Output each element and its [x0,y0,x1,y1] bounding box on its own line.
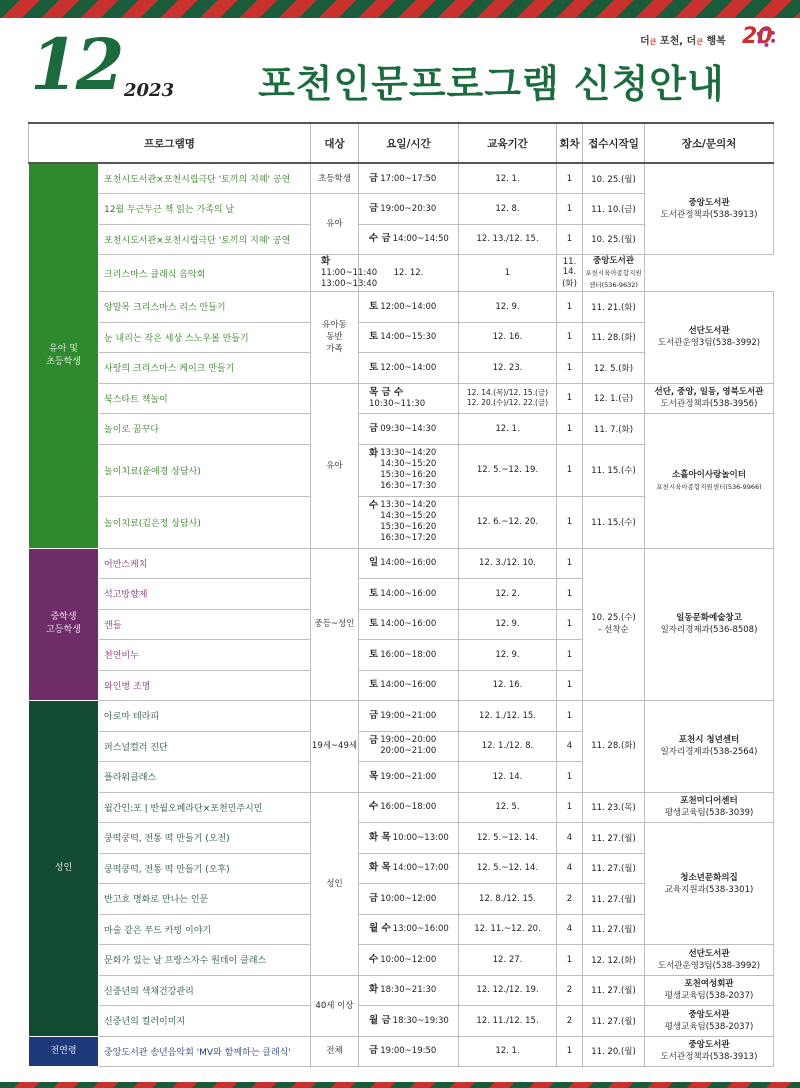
period-cell: 12. 9. [459,609,557,640]
period-cell: 12. 23. [459,353,557,384]
table-row [29,975,774,1006]
weekday: 토 [369,300,379,312]
period-cell: 12. 12. [359,255,459,292]
table-row [29,792,774,823]
day-time-cell [359,1006,459,1037]
period-cell: 12. 12./12. 19. [459,975,557,1006]
day-time-cell [359,945,459,976]
rounds-cell: 2 [557,884,583,915]
rounds-cell: 1 [557,224,583,255]
program-name: 천연비누 [99,640,311,671]
rounds-cell: 1 [557,292,583,323]
period-cell: 12. 5. [459,792,557,823]
period-cell: 12. 1./12. 8. [459,731,557,762]
place-contact: 일자리경제과(538-2564) [660,747,758,758]
weekday: 화 목 [369,831,391,843]
col-header: 요일/시간 [359,123,459,163]
rounds-cell: 1 [459,255,557,292]
start-date-cell: 10. 25.(월) [583,163,645,194]
period-cell: 12. 14. [459,762,557,793]
start-date-cell: 10. 25.(월) [583,224,645,255]
time-range: 14:00~17:00 [392,863,449,874]
place-contact: 도서관정책과(538-3913) [660,210,758,220]
rounds-cell: 4 [557,853,583,884]
place-cell [583,255,645,292]
rounds-cell: 1 [557,322,583,353]
period-cell: 12. 2. [459,579,557,610]
weekday: 수 [369,500,379,511]
day-time-cell [359,579,459,610]
col-header: 프로그램명 [29,123,311,163]
table-row [29,163,774,194]
page-title: 포천인문프로그램 신청안내 [258,62,725,106]
place-name: 선단도서관 [688,326,730,337]
weekday: 금 [369,172,379,184]
place-name: 중앙도서관 [592,256,635,266]
rounds-cell: 2 [557,1006,583,1037]
start-date-cell: 11. 15.(수) [583,496,645,548]
day-time-cell [359,762,459,793]
day-time-cell [359,496,459,548]
month-number: 12 [30,23,122,106]
col-header: 접수시작일 [583,123,645,163]
program-name: 놀이치료(윤애경 상담사) [99,444,311,496]
time-range: 10:30~11:30 [369,398,426,409]
program-name: 포천시도서관×포천시립극단 '토끼의 지혜' 공연 [99,163,311,194]
place-contact: 교육지원과(538-3301) [664,884,754,895]
rounds-cell: 1 [557,579,583,610]
time-range: 19:00~21:00 [380,771,437,782]
time-range: 13:30~14:20 14:30~15:20 15:30~16:20 16:30~17:20 [380,500,437,543]
place-cell [645,1006,774,1037]
program-name: 석고방향제 [99,579,311,610]
place-contact: 도서관정책과(538-3956) [660,399,758,410]
place-cell [645,414,774,549]
table-row [29,383,774,414]
program-name: 놀이치료(김은정 상담사) [99,496,311,548]
program-name: 사랑의 크리스마스 케이크 만들기 [99,353,311,384]
period-cell: 12. 6.~12. 20. [459,496,557,548]
slogan: 더큰 포천, 더큰 행복 [640,36,726,47]
period-cell: 12. 1. [459,163,557,194]
period-cell: 12. 5.~12. 19. [459,444,557,496]
time-range: 16:00~18:00 [380,649,437,660]
target-cell: 전체 [311,1036,359,1067]
weekday: 월 수 [369,923,391,935]
rounds-cell: 1 [557,792,583,823]
day-time-cell [359,444,459,496]
target-cell: 유아동 동반 가족 [311,292,359,384]
time-range: 12:00~14:00 [380,362,437,373]
place-cell [645,383,774,414]
target-cell: 중등~성인 [311,548,359,701]
weekday: 토 [369,618,379,630]
program-name: 놀이로 꿈꾸다 [99,414,311,445]
start-date-cell: 11. 21.(화) [583,292,645,323]
period-cell: 12. 1. [459,1036,557,1067]
table-row [29,255,774,292]
weekday: 금 [369,735,379,747]
weekday: 금 [369,422,379,434]
place-cell [645,292,774,384]
weekday: 수 [369,801,379,813]
table-row [29,823,774,854]
day-time-cell [359,731,459,762]
table-row [29,1006,774,1037]
target-cell: 초등학생 [311,163,359,194]
rounds-cell: 1 [557,194,583,225]
time-range: 10:00~12:00 [380,893,437,904]
rounds-cell: 1 [557,609,583,640]
program-name: 와인병 조명 [99,670,311,701]
rounds-cell: 4 [557,914,583,945]
col-header: 교육기간 [459,123,557,163]
target-cell: 40세 이상 [311,975,359,1036]
program-name: 쿵떡쿵떡, 전통 떡 만들기 (오후) [99,853,311,884]
program-name: 문화가 있는 날 프랑스자수 원데이 클래스 [99,945,311,976]
time-range: 18:30~21:30 [380,985,437,996]
weekday: 화 [369,448,379,459]
target-cell: 유아 [311,194,359,255]
day-time-cell [359,548,459,579]
day-time-cell [359,383,459,414]
rounds-cell: 1 [557,383,583,414]
weekday: 금 [369,892,379,904]
place-cell [645,1036,774,1067]
start-date-cell: 10. 25.(수) - 선착순 [583,548,645,701]
time-range: 14:00~16:00 [380,619,437,630]
day-time-cell [359,609,459,640]
place-cell [645,163,774,255]
period-cell: 12. 3./12. 10. [459,548,557,579]
period-cell: 12. 8./12. 15. [459,884,557,915]
program-name: 퍼스널컬러 진단 [99,731,311,762]
program-name: 어반스케치 [99,548,311,579]
place-name: 포천여성회관 [684,979,734,990]
start-date-cell: 11. 14.(화) [557,255,583,292]
time-range: 10:00~13:00 [392,832,449,843]
place-cell [645,792,774,823]
start-date-cell: 12. 5.(화) [583,353,645,384]
place-cell [645,975,774,1006]
place-cell [645,548,774,701]
table-row [29,414,774,445]
start-date-cell: 11. 27.(월) [583,853,645,884]
day-time-cell [359,792,459,823]
group-label: 성인 [29,701,99,1037]
place-name: 중앙도서관 [688,1040,730,1051]
rounds-cell: 1 [557,414,583,445]
col-header: 장소/문의처 [645,123,774,163]
period-cell: 12. 27. [459,945,557,976]
weekday: 금 [369,1045,379,1057]
day-time-cell [359,194,459,225]
time-range: 19:00~19:50 [380,1046,437,1057]
weekday: 토 [369,587,379,599]
start-date-cell: 11. 27.(월) [583,884,645,915]
bottom-stripe [0,1082,800,1088]
place-name: 선단, 중앙, 일동, 영북도서관 [654,387,764,398]
day-time-cell [359,853,459,884]
program-name: 눈 내리는 작은 세상 스노우볼 만들기 [99,322,311,353]
table-row [29,548,774,579]
day-time-cell [359,292,459,323]
start-date-cell: 11. 27.(월) [583,975,645,1006]
period-cell: 12. 5.~12. 14. [459,853,557,884]
weekday: 토 [369,331,379,343]
weekday: 수 [369,953,379,965]
place-contact: 평생교육팀(538-2037) [664,1021,754,1032]
time-range: 17:00~17:50 [380,173,437,184]
time-range: 11:00~11:40 13:00~13:40 [321,268,378,289]
place-contact: 도서관운영3팀(538-3992) [657,960,761,971]
period-cell: 12. 1./12. 15. [459,701,557,732]
place-cell [645,823,774,945]
anniversary-logo-icon: 20 [742,24,778,52]
weekday: 목 금 수 [369,386,404,398]
time-range: 13:30~14:20 14:30~15:20 15:30~16:20 16:30~17:30 [380,448,437,491]
table-row [29,945,774,976]
weekday: 화 [369,984,379,996]
rounds-cell: 1 [557,1036,583,1067]
program-name: 포천시도서관×포천시립극단 '토끼의 지혜' 공연 [99,224,311,255]
place-name: 선단도서관 [688,948,730,959]
weekday: 금 [369,202,379,214]
weekday: 토 [369,361,379,373]
period-cell: 12. 1. [459,414,557,445]
period-cell: 12. 13./12. 15. [459,224,557,255]
target-cell: 유아 [311,383,359,548]
time-range: 14:00~14:50 [392,234,449,245]
weekday: 금 [369,709,379,721]
rounds-cell: 1 [557,670,583,701]
time-range: 14:00~16:00 [380,558,437,569]
day-time-cell [359,670,459,701]
time-range: 13:00~16:00 [392,924,449,935]
time-range: 19:00~20:00 20:00~21:00 [380,735,437,757]
place-name: 일동문화예술창고 [676,613,742,624]
program-name: 쿵떡쿵떡, 전통 떡 만들기 (오전) [99,823,311,854]
day-time-cell [359,163,459,194]
target-cell: 성인 [311,792,359,975]
program-name: 반고흐 명화로 만나는 인문 [99,884,311,915]
place-name: 포천미디어센터 [680,796,738,807]
time-range: 14:00~16:00 [380,680,437,691]
period-cell: 12. 16. [459,670,557,701]
start-date-cell: 11. 28.(화) [583,701,645,793]
day-time-cell [359,224,459,255]
table-row [29,1036,774,1067]
rounds-cell: 2 [557,975,583,1006]
period-cell: 12. 8. [459,194,557,225]
day-time-cell [359,1036,459,1067]
place-contact: 평생교육팀(538-2037) [664,991,754,1002]
period-cell: 12. 5.~12. 14. [459,823,557,854]
program-name: 크리스마스 클래식 음악회 [99,255,311,292]
day-time-cell [359,353,459,384]
start-date-cell: 11. 27.(월) [583,823,645,854]
rounds-cell: 1 [557,444,583,496]
period-cell: 12. 14.(목)/12. 15.(금) 12. 20.(수)/12. 22.(금) [459,383,557,414]
weekday: 토 [369,648,379,660]
place-name: 청소년문화의집 [680,872,738,883]
start-date-cell: 11. 10.(금) [583,194,645,225]
rounds-cell: 4 [557,823,583,854]
day-time-cell [359,914,459,945]
place-contact: 도서관운영3팀(538-3992) [657,338,761,349]
rounds-cell: 1 [557,640,583,671]
day-time-cell [359,414,459,445]
place-name: 소흘아이사랑놀이터 [672,469,746,480]
place-name: 중앙도서관 [688,198,730,208]
time-range: 10:00~12:00 [380,954,437,965]
program-name: 양말목 크리스마스 리스 만들기 [99,292,311,323]
day-time-cell [359,701,459,732]
period-cell: 12. 11./12. 15. [459,1006,557,1037]
program-name: 플라워클래스 [99,762,311,793]
place-cell [645,945,774,976]
group-label: 전연령 [29,1036,99,1067]
weekday: 토 [369,679,379,691]
weekday: 화 목 [369,862,391,874]
year: 2023 [124,80,175,101]
time-range: 14:00~15:30 [380,332,437,343]
table-row [29,292,774,323]
day-time-cell [359,322,459,353]
place-contact: 포천시육아종합지원센터(536-9632) [585,269,642,289]
day-time-cell [359,975,459,1006]
program-name: 중앙도서관 송년음악회 'MV와 함께하는 클래식' [99,1036,311,1067]
period-cell: 12. 9. [459,640,557,671]
place-contact: 평생교육팀(538-3039) [664,808,754,819]
table-header [29,123,774,163]
start-date-cell: 11. 20.(월) [583,1036,645,1067]
day-time-cell [311,255,378,292]
program-name: 신중년의 색채건강관리 [99,975,311,1006]
time-range: 19:00~21:00 [380,710,437,721]
weekday: 일 [369,557,379,569]
start-date-cell: 11. 28.(화) [583,322,645,353]
start-date-cell: 12. 1.(금) [583,383,645,414]
group-label: 중학생 고등학생 [29,548,99,701]
program-table [28,122,774,1067]
start-date-cell: 11. 27.(월) [583,1006,645,1037]
program-name: 12월 두근두근 책 읽는 가족의 날 [99,194,311,225]
weekday: 화 [321,256,331,267]
col-header: 회차 [557,123,583,163]
program-name: 마술 같은 푸드 카빙 이야기 [99,914,311,945]
period-cell: 12. 9. [459,292,557,323]
time-range: 16:00~18:00 [380,802,437,813]
start-date-cell: 11. 7.(화) [583,414,645,445]
period-cell: 12. 11.~12. 20. [459,914,557,945]
weekday: 수 금 [369,233,391,245]
time-range: 09:30~14:30 [380,423,437,434]
day-time-cell [359,640,459,671]
program-name: 신중년의 컬러이미지 [99,1006,311,1037]
rounds-cell: 1 [557,496,583,548]
rounds-cell: 1 [557,701,583,732]
program-name: 북스타트 책놀이 [99,383,311,414]
top-stripe [0,0,800,18]
place-cell [645,701,774,793]
start-date-cell: 11. 23.(목) [583,792,645,823]
rounds-cell: 1 [557,762,583,793]
place-name: 중앙도서관 [688,1009,730,1020]
target-cell: 19세~49세 [311,701,359,793]
time-range: 12:00~14:00 [380,301,437,312]
program-name: 아로마 테라피 [99,701,311,732]
rounds-cell: 1 [557,163,583,194]
weekday: 목 [369,770,379,782]
table-row [29,701,774,732]
place-contact: 일자리경제과(536-8508) [660,625,758,636]
place-contact: 도서관정책과(538-3913) [660,1052,758,1063]
col-header: 대상 [311,123,359,163]
start-date-cell: 11. 15.(수) [583,444,645,496]
weekday: 월 금 [369,1014,391,1026]
rounds-cell: 1 [557,353,583,384]
place-contact: 포천시육아종합지원센터(536-9966) [656,482,762,491]
period-cell: 12. 16. [459,322,557,353]
day-time-cell [359,884,459,915]
program-name: 캔들 [99,609,311,640]
rounds-cell: 1 [557,548,583,579]
program-name: 월간인:포 | 반월오페라단×포천민주시민 [99,792,311,823]
rounds-cell: 1 [557,945,583,976]
time-range: 19:00~20:30 [380,203,437,214]
rounds-cell: 4 [557,731,583,762]
start-date-cell: 12. 12.(화) [583,945,645,976]
day-time-cell [359,823,459,854]
group-label: 유아 및 초등학생 [29,163,99,548]
time-range: 14:00~16:00 [380,588,437,599]
place-name: 포천시 청년센터 [678,735,740,746]
time-range: 18:30~19:30 [392,1015,449,1026]
start-date-cell: 11. 27.(월) [583,914,645,945]
